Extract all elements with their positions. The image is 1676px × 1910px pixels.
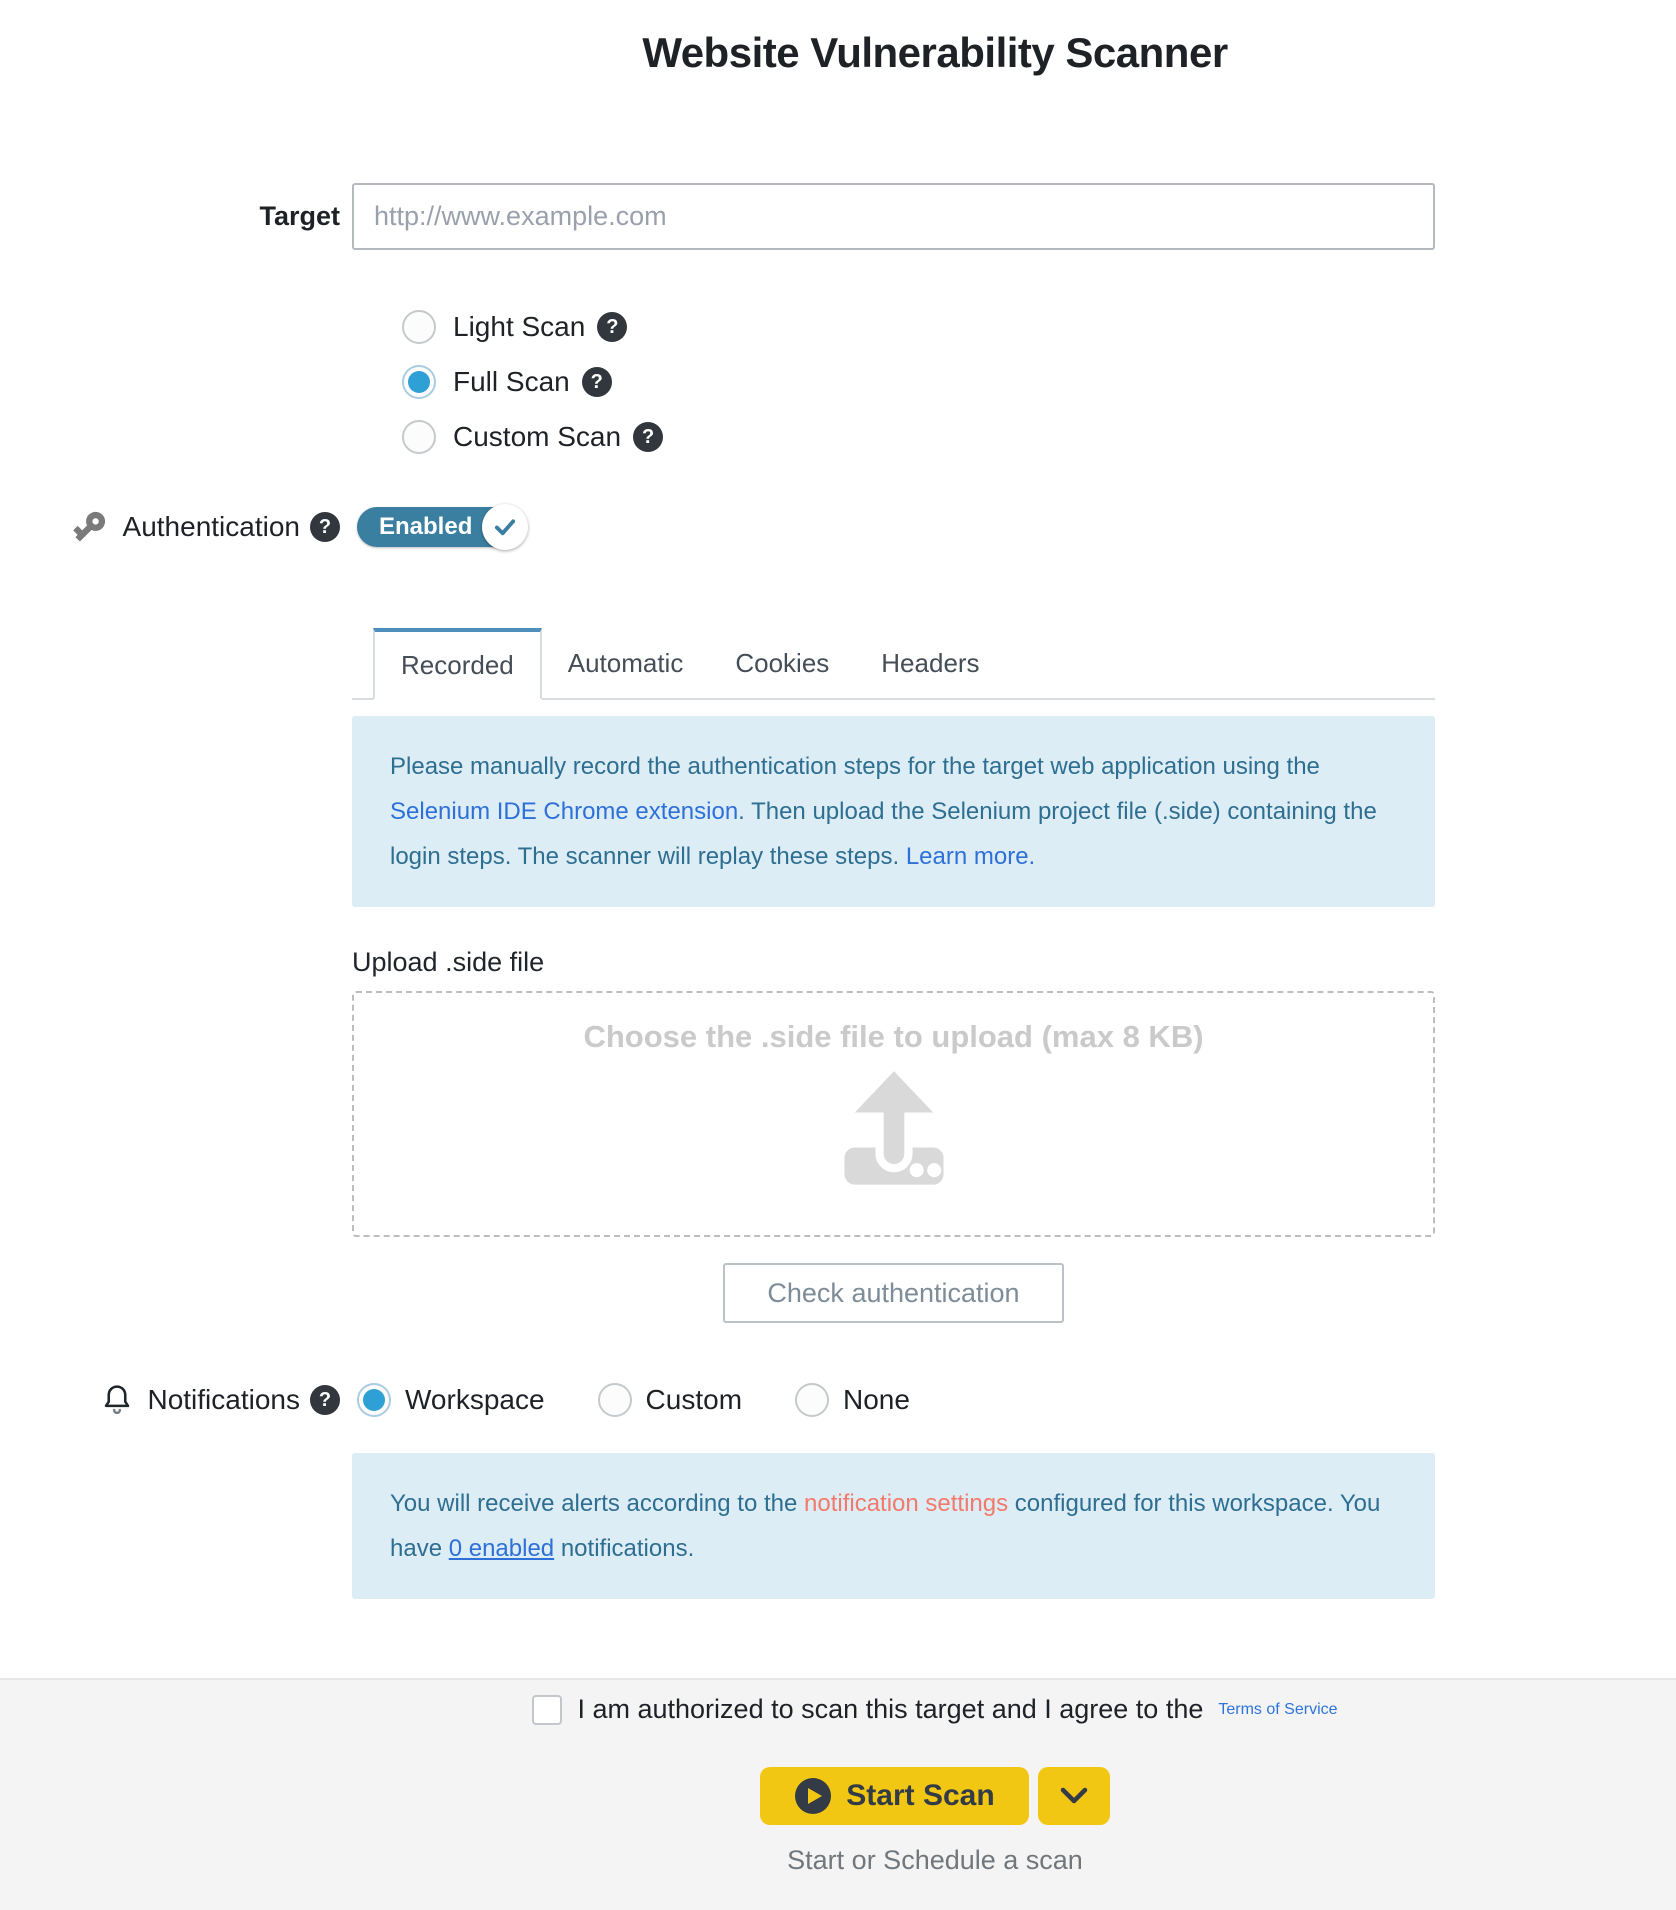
learn-more-link[interactable]: Learn more. [905, 843, 1036, 870]
radio-workspace[interactable] [357, 1383, 391, 1417]
target-input[interactable] [352, 183, 1435, 250]
tab-headers[interactable]: Headers [881, 647, 980, 678]
scan-option-light [402, 310, 1485, 344]
notif-info-text-1: You will receive alerts according to the [390, 1490, 804, 1517]
radio-workspace-label: Workspace [405, 1384, 545, 1415]
key-icon [63, 500, 117, 554]
scan-buttons [760, 1767, 1109, 1825]
upload-side-file-label: Upload .side file [352, 947, 545, 977]
radio-custom-scan[interactable] [402, 420, 436, 454]
toggle-enabled-label: Enabled [379, 513, 473, 540]
notif-option-workspace [357, 1383, 545, 1417]
notif-option-custom [598, 1383, 742, 1417]
authorize-checkbox[interactable] [532, 1695, 562, 1725]
radio-notif-custom-label: Custom [645, 1384, 743, 1415]
notifications-label: Notifications [147, 1384, 300, 1415]
page-title: Website Vulnerability Scanner [642, 29, 1228, 76]
notif-info-text-3: notifications. [554, 1535, 695, 1562]
authorize-line [532, 1694, 1337, 1725]
auth-info-text-2: . Then upload the Selenium project file (.side) containing the login steps. The scanner will replay these steps. [390, 798, 1377, 870]
scan-type-group [0, 310, 1676, 454]
target-label: Target [259, 201, 340, 231]
toggle-knob [482, 504, 528, 550]
notifications-help-icon[interactable]: ? [310, 1385, 340, 1415]
upload-heading: Choose the .side file to upload (max 8 KB) [583, 1019, 1204, 1054]
tab-cookies[interactable]: Cookies [735, 647, 830, 678]
check-icon [492, 514, 518, 540]
authentication-toggle[interactable] [357, 507, 525, 547]
play-icon [794, 1777, 832, 1815]
start-caption: Start or Schedule a scan [787, 1845, 1083, 1875]
radio-light-scan-label: Light Scan [453, 311, 586, 342]
authentication-label: Authentication [122, 511, 300, 542]
radio-custom-scan-label: Custom Scan [453, 421, 622, 452]
bell-icon [99, 1381, 135, 1419]
target-row [0, 183, 1676, 250]
selenium-ide-link[interactable]: Selenium IDE Chrome extension [390, 798, 739, 825]
tab-recorded[interactable]: Recorded [373, 628, 542, 700]
start-scan-label: Start Scan [846, 1779, 995, 1812]
notification-settings-link[interactable]: notification settings [804, 1490, 1009, 1517]
terms-of-service-link[interactable]: Terms of Service [1218, 1700, 1338, 1718]
light-scan-help-icon[interactable]: ? [597, 312, 627, 342]
radio-light-scan[interactable] [402, 310, 436, 344]
start-scan-dropdown-button[interactable] [1038, 1767, 1110, 1825]
authorize-label: I am authorized to scan this target and I agree to the [577, 1694, 1204, 1724]
authentication-tabs [352, 628, 1435, 700]
auth-info-box [352, 716, 1435, 907]
enabled-notifications-link[interactable]: 0 enabled [448, 1535, 555, 1562]
notifications-panel [0, 1453, 1676, 1599]
auth-info-text-1: Please manually record the authentication steps for the target web application using the [390, 753, 1320, 780]
scan-option-full [402, 365, 1485, 399]
radio-full-scan-label: Full Scan [453, 366, 570, 397]
notification-options [357, 1383, 1435, 1417]
scan-option-custom [402, 420, 1485, 454]
authentication-row [0, 504, 1676, 550]
radio-none[interactable] [795, 1383, 829, 1417]
upload-dropzone[interactable] [352, 991, 1435, 1237]
page-header [0, 0, 1676, 78]
start-scan-button[interactable] [760, 1767, 1028, 1825]
notif-option-none [795, 1383, 910, 1417]
notifications-row [0, 1380, 1676, 1420]
tab-automatic[interactable]: Automatic [567, 647, 684, 678]
radio-notif-custom[interactable] [598, 1383, 632, 1417]
notifications-info-box [352, 1453, 1435, 1599]
upload-icon [828, 1065, 960, 1197]
footer-bar [0, 1678, 1676, 1910]
notif-info-text-2: configured for this workspace. You have [390, 1490, 1381, 1562]
radio-none-label: None [843, 1384, 910, 1415]
custom-scan-help-icon[interactable]: ? [633, 422, 663, 452]
full-scan-help-icon[interactable]: ? [582, 367, 612, 397]
chevron-down-icon [1059, 1787, 1089, 1805]
check-authentication-button[interactable]: Check authentication [723, 1263, 1063, 1323]
radio-full-scan[interactable] [402, 365, 436, 399]
authentication-help-icon[interactable]: ? [310, 512, 340, 542]
authentication-panel [0, 628, 1676, 1323]
